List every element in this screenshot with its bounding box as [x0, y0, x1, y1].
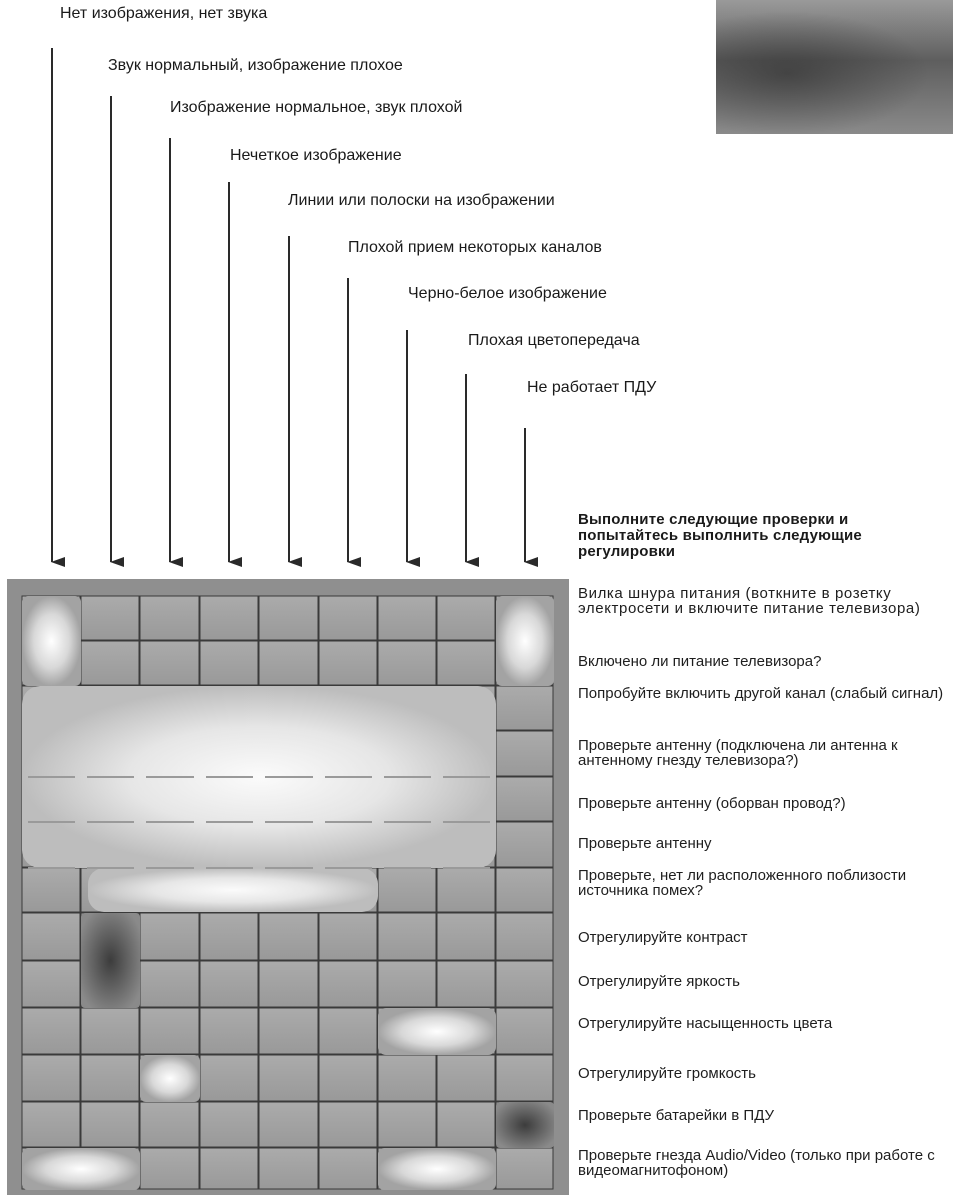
symptom-label-4: Нечеткое изображение — [230, 147, 402, 164]
matrix-cell — [140, 1148, 199, 1189]
matrix-cell — [200, 1008, 258, 1054]
matrix-cell — [496, 822, 553, 867]
check-item-5: Проверьте антенну (оборван провод?) — [578, 795, 846, 812]
matrix-cell — [81, 641, 139, 685]
matrix-cell — [437, 868, 495, 912]
matrix-cell — [259, 961, 318, 1007]
matrix-cell — [437, 913, 495, 960]
matrix-cell — [259, 1102, 318, 1147]
matrix-cell — [200, 641, 258, 685]
matrix-cell — [81, 1055, 139, 1101]
symptom-label-7: Черно-белое изображение — [408, 285, 607, 302]
check-item-2: Включено ли питание телевизора? — [578, 653, 822, 670]
matrix-cell — [437, 1055, 495, 1101]
symptom-label-1: Нет изображения, нет звука — [60, 5, 268, 22]
check-item-13: Проверьте гнезда Audio/Video (только при работе с видеомагнитофоном) — [578, 1147, 935, 1179]
matrix-cell — [81, 596, 139, 640]
matrix-cell — [22, 913, 80, 960]
symptom-label-6: Плохой прием некоторых каналов — [348, 239, 602, 256]
matrix-cell — [140, 913, 199, 960]
symptom-label-3: Изображение нормальное, звук плохой — [170, 99, 463, 116]
matrix-cell — [319, 1008, 377, 1054]
matrix-cell — [319, 1102, 377, 1147]
matrix-cell — [200, 1102, 258, 1147]
matrix-cell — [319, 1055, 377, 1101]
matrix-cell — [496, 868, 553, 912]
matrix-cell — [496, 961, 553, 1007]
matrix-cell — [22, 1102, 80, 1147]
matrix-cell — [378, 913, 436, 960]
symptom-label-9: Не работает ПДУ — [527, 379, 657, 396]
highlight-interference — [88, 868, 378, 912]
matrix-cell — [259, 641, 318, 685]
matrix-cell — [437, 641, 495, 685]
check-item-9: Отрегулируйте яркость — [578, 973, 740, 990]
matrix-cell — [200, 1148, 258, 1189]
matrix-cell — [259, 1055, 318, 1101]
symptom-arrows — [52, 48, 525, 562]
matrix-cell — [259, 596, 318, 640]
matrix-cell — [378, 596, 436, 640]
matrix-cell — [437, 596, 495, 640]
check-item-3: Попробуйте включить другой канал (слабый сигнал) — [578, 685, 944, 702]
matrix-cell — [496, 913, 553, 960]
highlight-saturation — [378, 1008, 496, 1055]
matrix-cell — [378, 1102, 436, 1147]
highlight-volume — [140, 1055, 200, 1102]
matrix-cell — [200, 1055, 258, 1101]
highlight-batteries — [496, 1102, 554, 1148]
check-item-8: Отрегулируйте контраст — [578, 929, 748, 946]
matrix-cell — [319, 596, 377, 640]
matrix-cell — [140, 961, 199, 1007]
highlight-av-2 — [378, 1148, 496, 1190]
matrix-cell — [319, 913, 377, 960]
matrix-cell — [319, 1148, 377, 1189]
matrix-cell — [496, 1008, 553, 1054]
matrix-cell — [81, 1008, 139, 1054]
highlight-av-1 — [22, 1148, 140, 1190]
matrix-cell — [496, 731, 553, 776]
matrix-cell — [259, 1008, 318, 1054]
matrix-cell — [200, 596, 258, 640]
matrix-cell — [200, 961, 258, 1007]
matrix-cell — [496, 777, 553, 821]
legend-swatch-image — [716, 0, 953, 134]
matrix-cell — [81, 1102, 139, 1147]
check-item-4: Проверьте антенну (подключена ли антенна к антенному гнезду телевизора?) — [578, 737, 898, 769]
matrix-cell — [140, 641, 199, 685]
matrix-cell — [22, 1055, 80, 1101]
matrix-cell — [319, 961, 377, 1007]
matrix-cell — [200, 913, 258, 960]
check-item-7: Проверьте, нет ли расположенного поблизости источника помех? — [578, 867, 907, 899]
matrix-cell — [496, 686, 553, 730]
matrix-cell — [437, 1102, 495, 1147]
check-item-6: Проверьте антенну — [578, 835, 712, 852]
matrix-cell — [378, 1055, 436, 1101]
matrix-cell — [22, 1008, 80, 1054]
matrix-cell — [259, 1148, 318, 1189]
check-item-12: Проверьте батарейки в ПДУ — [578, 1107, 775, 1124]
matrix-cell — [22, 961, 80, 1007]
symptom-labels — [60, 5, 657, 396]
symptom-label-8: Плохая цветопередача — [468, 332, 640, 349]
matrix-cell — [259, 913, 318, 960]
check-item-11: Отрегулируйте громкость — [578, 1065, 756, 1082]
matrix-cell — [140, 1102, 199, 1147]
matrix-cell — [496, 1148, 553, 1189]
matrix-cell — [437, 961, 495, 1007]
matrix-cell — [319, 641, 377, 685]
symptom-label-5: Линии или полоски на изображении — [288, 192, 555, 209]
check-item-1: Вилка шнура питания (воткните в розетку электросети и включите питание телевизора) — [578, 585, 921, 617]
matrix-cell — [140, 1008, 199, 1054]
highlight-power-col1 — [22, 596, 81, 686]
highlight-contrast-brightness — [81, 913, 140, 1008]
matrix-cell — [378, 961, 436, 1007]
check-item-10: Отрегулируйте насыщенность цвета — [578, 1015, 833, 1032]
highlight-power-col9 — [496, 596, 554, 686]
checks-heading: Выполните следующие проверки и попытайтесь выполнить следующие регулировки — [578, 511, 862, 560]
matrix-cell — [378, 641, 436, 685]
symptom-label-2: Звук нормальный, изображение плохое — [108, 57, 403, 74]
matrix-cell — [378, 868, 436, 912]
matrix-cell — [496, 1055, 553, 1101]
matrix-cell — [140, 596, 199, 640]
matrix-cell — [22, 868, 80, 912]
